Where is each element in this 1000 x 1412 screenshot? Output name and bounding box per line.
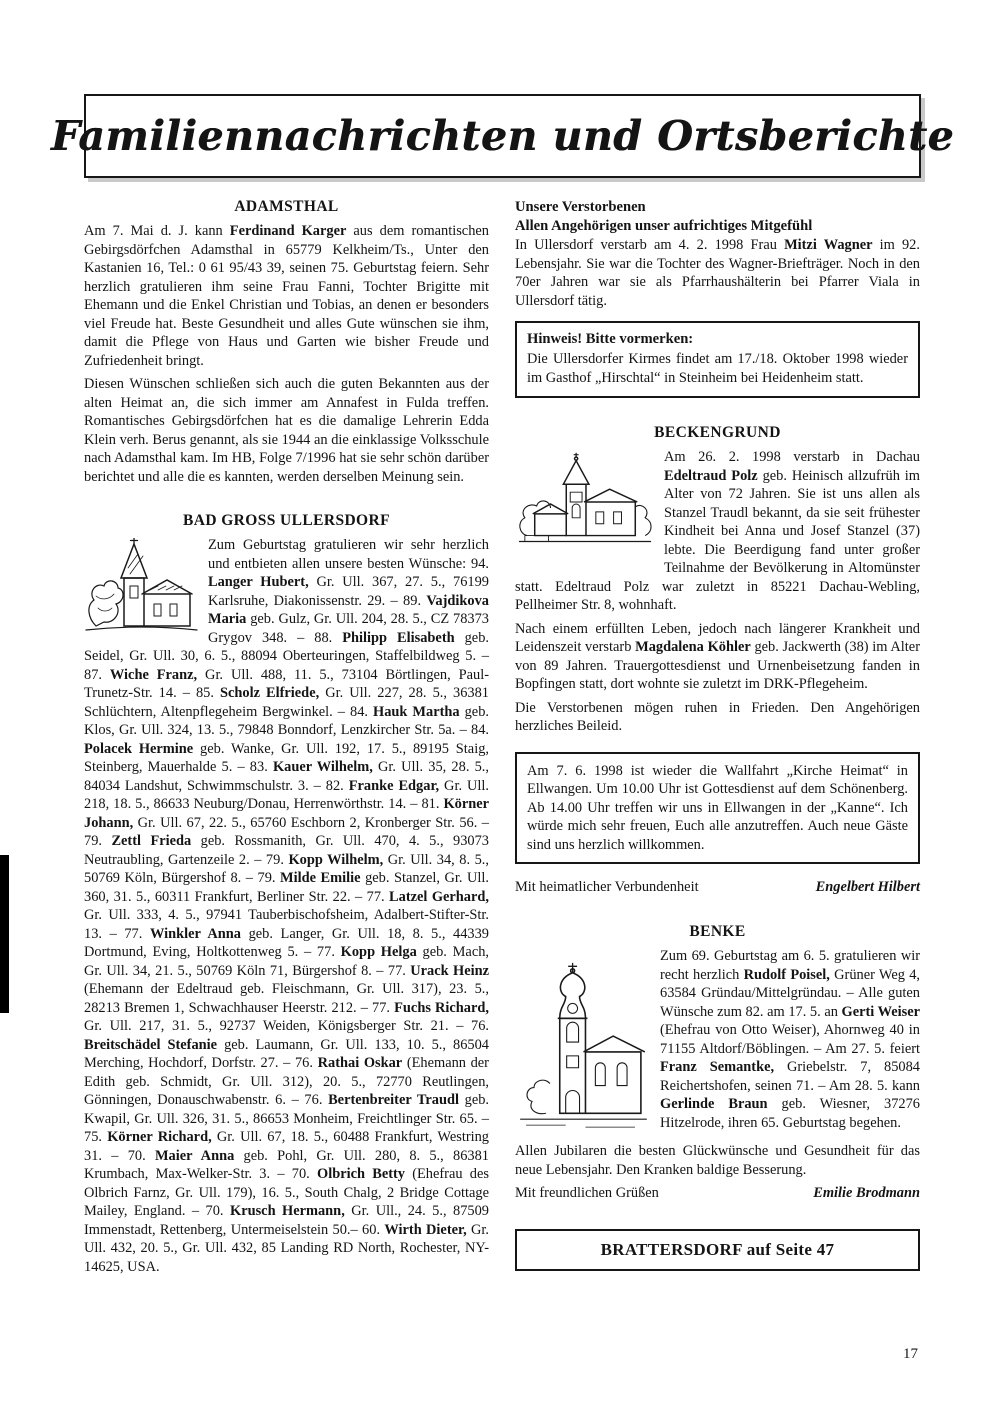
two-column-layout [84, 198, 920, 1281]
section-heading-benke: BENKE [689, 923, 746, 940]
beckengrund-paragraph-1 [515, 448, 920, 615]
wallfahrt-text: Am 7. 6. 1998 ist wieder die Wallfahrt „Kirche Heimat“ in Ellwangen. Um 10.00 Uhr ist Gottesdienst auf dem Schönenberg. Ab 14.00 Uhr treffen wir uns in Ellwangen in der „Kanne“. Ich würde mich sehr freuen, Euch alle anzutreffen. Auch neue Gäste sind uns herzlich willkommen. [527, 762, 908, 853]
section-heading-adamsthal: ADAMSTHAL [234, 198, 339, 215]
section-heading-bad-gross-ullersdorf: BAD GROSS ULLERSDORF [183, 512, 390, 529]
signature-row-brodmann [515, 1184, 920, 1203]
notice-text: Die Ullersdorfer Kirmes findet am 17./18. Oktober 1998 wieder im Gasthof „Hirschtal“ in Steinheim bei Heidenheim statt. [527, 351, 908, 386]
church-illustration-beckengrund [515, 450, 655, 560]
section-heading-beckengrund: BECKENGRUND [654, 424, 781, 441]
page-number: 17 [903, 1346, 918, 1362]
ullersdorf-birthday-text: Zum Geburtstag gratulieren wir sehr herzlich und entbieten allen unsere besten Wünsche: 94. Langer Hubert, Gr. Ull. 367, 27. 5., 76199 Karlsruhe, Diakonissenstr. 29. – 89. Vajdikova Maria geb. Gulz, Gr. Ull. 204, 28. 5., CZ 78373 Grygov 348. – 88. Philipp Elisabeth geb. Seidel, Gr. Ull. 30, 6. 5., 88094 Oberteuringen, Staffelbildweg 5. – 87. Wiche Franz, Gr. Ull. 488, 11. 5., 73104 Börtlingen, Paul-Trunetz-Str. 14. – 85. Scholz Elfriede, Gr. Ull. 227, 28. 5., 36381 Schlüchtern, Altenpflegeheim Bergwinkel. – 84. Hauk Martha geb. Klos, Gr. Ull. 324, 13. 5., 79848 Bonndorf, Lenzkircher Str. 5a. – 84. Polacek Hermine geb. Wanke, Gr. Ull. 192, 17. 5., 89195 Staig, Steinberg, Mauerhalde 5. – 83. Kauer Wilhelm, Gr. Ull. 35, 28. 5., 84034 Landshut, Schwimmschulstr. 3. – 82. Franke Edgar, Gr. Ull. 218, 18. 5., 86633 Neuburg/Donau, Herrenwörthstr. 14. – 81. Körner Johann, Gr. Ull. 67, 22. 5., 65760 Eschborn 2, Kronberger Str. 56. – 79. Zettl Frieda geb. Rossmanith, Gr. Ull. 470, 4. 5., 93073 Neutraubling, Gartenzeile 2. – 79. Kopp Wilhelm, Gr. Ull. 34, 8. 5., 50769 Köln, Bürgershof 8. – 79. Milde Emilie geb. Stanzel, Gr. Ull. 360, 31. 5., 60311 Frankfurt, Berliner Str. 22. – 77. Latzel Gerhard, Gr. Ull. 333, 4. 5., 97941 Tauberbischofsheim, Adalbert-Stifter-Str. 13. – 77. Winkler Anna geb. Langer, Gr. Ull. 18, 8. 5., 44339 Dortmund, Eving, Holtkottenweg 5. – 77. Kopp Helga geb. Mach, Gr. Ull. 34, 21. 5., 50769 Köln 71, Bürgershof 8. – 77. Urack Heinz (Ehemann der Edeltraud geb. Fleischmann, Gr. Ull. 317), 23. 5., 28213 Bremen 1, Schwachhauser Heerstr. 212. – 77. Fuchs Richard, Gr. Ull. 217, 31. 5., 92737 Weiden, Königsberger Str. 21. – 76. Breitschädel Stefanie geb. Laumann, Gr. Ull. 133, 10. 5., 86504 Merching, Hochdorf, Dorfstr. 27. – 76. Rathai Oskar (Ehemann der Edith geb. Schmidt, Gr. Ull. 312), 20. 5., 72770 Reutlingen, Gönningen, Donauschwabenstr. 6. – 76. Bertenbreiter Traudl geb. Kwapil, Gr. Ull. 326, 31. 5., 86653 Monheim, Freichtlinger Str. 65. – 75. Körner Richard, Gr. Ull. 67, 18. 5., 60488 Frankfurt, Westring 31. – 70. Maier Anna geb. Pohl, Gr. Ull. 280, 8. 5., 86381 Krumbach, Max-Welker-Str. 3. – 70. Olbrich Betty (Ehefrau des Olbrich Farnz, Gr. Ull. 179), 16. 5., South Chalg, 2 Bridge Cottage Mailey, England. – 70. Krusch Hermann, Gr. Ull., 24. 5., 87509 Immenstadt, Rettenberg, Untermeiselstein 50.– 60. Wirth Dieter, Gr. Ull. 432, 20. 5., Gr. Ull. 432, 85 Landing RD North, Rochester, NY-14625, USA. [84, 537, 490, 1275]
wallfahrt-box [515, 752, 920, 865]
signature-row-hilbert [515, 878, 920, 897]
signature-closing: Mit heimatlicher Verbundenheit [515, 879, 699, 895]
cross-reference-label: BRATTERSDORF auf Seite 47 [600, 1240, 835, 1259]
kirmes-notice-box [515, 321, 920, 398]
cross-reference-box [515, 1229, 920, 1271]
beckengrund-obituary-text: Am 26. 2. 1998 verstarb in Dachau Edeltraud Polz geb. Heinisch allzufrüh im Alter von 72 Jahren. Sie ist uns allen als Stanzel Traudl bekannt, da sie seit frühester Kindheit bei Anna und Josef Stanzel (37) lebte. Die Beerdigung fand unter großer Teilnahme der Bevölkerung in Altomünster statt. Edeltraud Polz war zuletzt in 85221 Dachau-Webling, Pellheimer Str. 8, wohnhaft. [515, 449, 921, 613]
church-illustration-ullersdorf [84, 538, 199, 634]
obituary-paragraph: In Ullersdorf verstarb am 4. 2. 1998 Frau Mitzi Wagner im 92. Lebensjahr. Sie war die Tochter des Wagner-Briefträger. Noch in den 70er Jahren war sie als Pfarrhaushälterin bei Pfarrer Viala in Ullersdorf tätig. [515, 237, 920, 309]
adamsthal-paragraph-1: Am 7. Mai d. J. kann Ferdinand Karger aus dem romantischen Gebirgsdörfchen Adamsthal in 65779 Kelkheim/Ts., Unter den Kastanien 16, Tel.: 0 61 95/43 39, seinen 75. Geburtstag feiern. Sehr herzlich gratulieren ihm seine Frau Fanni, Tochter Brigitte mit Ehemann und die Enkel Christian und Tobias, an denen er besonders viel Freude hat. Beste Gesundheit und alles Gute wünschen sie ihm, damit die Pflege von Haus und Garten wie bisher Freude und Zufriedenheit bringt. [84, 223, 489, 369]
onion-dome-church-woodcut-icon [515, 949, 651, 1139]
ullersdorf-birthday-list [84, 536, 489, 1276]
obituary-heading: Unsere Verstorbenen [515, 199, 646, 215]
country-church-woodcut-icon [515, 450, 655, 560]
beckengrund-paragraph-3: Die Verstorbenen mögen ruhen in Frieden. Den Angehörigen herzliches Beileid. [515, 699, 920, 734]
notice-title: Hinweis! Bitte vormerken: [527, 331, 694, 347]
benke-birthday-text: Zum 69. Geburtstag am 6. 5. gratulieren wir recht herzlich Rudolf Poisel, Grüner Weg 4, 63584 Gründau/Mittelgründau. – Alle guten Wünsche zum 82. am 17. 5. an Gerti Weiser (Ehefrau von Otto Weiser), Ahornweg 40 in 71155 Altdorf/Böblingen. – Am 27. 5. feiert Franz Semantke, Griebelstr. 7, 85084 Reichertshofen, seinen 71. – Am 28. 5. kann Gerlinde Braun geb. Wiesner, 37276 Hitzelrode, ihren 65. Geburtstag begehen. [660, 948, 921, 1131]
beckengrund-paragraph-2: Nach einem erfüllten Leben, jedoch nach längerer Krankheit und Leidenszeit verstarb Magdalena Köhler geb. Jackwerth (38) im Alter von 89 Jahren. Trauergottesdienst und Urnenbeisetzung fanden in Bopfingen statt, dort wohnte sie zuletzt im DRK-Pflegeheim. [515, 620, 920, 692]
right-column [515, 198, 920, 1271]
benke-paragraph-2: Allen Jubilaren die besten Glückwünsche und Gesundheit für das neue Lebensjahr. Den Kranken baldige Besserung. [515, 1143, 920, 1178]
benke-paragraph-1 [515, 947, 920, 1132]
obituary-subheading: Allen Angehörigen unser aufrichtiges Mitgefühl [515, 218, 813, 234]
signature-name: Engelbert Hilbert [815, 879, 920, 895]
masthead [50, 94, 955, 178]
masthead-title: Familiennachrichten und Ortsberichte [50, 112, 955, 160]
signature-closing: Mit freundlichen Grüßen [515, 1185, 659, 1201]
scan-artifact-bar [0, 855, 9, 1013]
left-column [84, 198, 489, 1281]
church-illustration-benke [515, 949, 651, 1139]
village-church-woodcut-icon [84, 538, 199, 634]
signature-name: Emilie Brodmann [813, 1185, 920, 1201]
adamsthal-paragraph-2: Diesen Wünschen schließen sich auch die guten Bekannten aus der alten Heimat an, die sich immer am Annafest in Fulda treffen. Romantisches Gebirgsdörfchen hat es die damalige Lehrerin Edda Klein verh. Berus genannt, als sie 1944 an die einklassige Volksschule nach Adamsthal kam. Im HB, Folge 7/1996 hat sie sehr schön darüber berichtet und alle die es kannten, werden derselben Meinung sein. [84, 376, 489, 485]
